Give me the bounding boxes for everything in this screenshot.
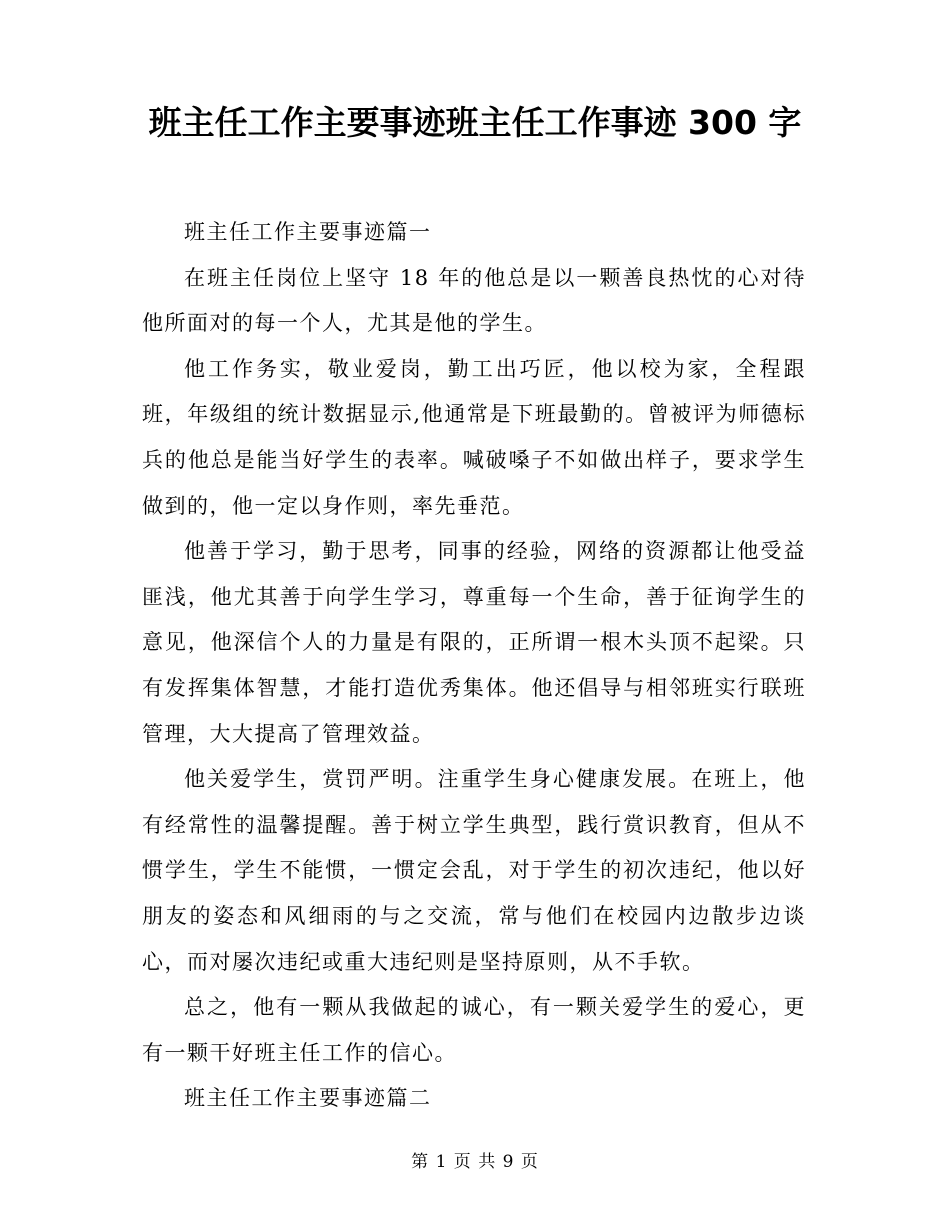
section-heading-1: 班主任工作主要事迹篇一: [184, 220, 432, 244]
paragraph: 他工作务实，敬业爱岗，勤工出巧匠，他以校为家，全程跟班，年级组的统计数据显示,他通常是下班最勤的。曾被评为师德标兵的他总是能当好学生的表率。喊破嗓子不如做出样子，要求学生做到的，他一定以身作则，率先垂范。: [142, 356, 806, 518]
paragraph: 他关爱学生，赏罚严明。注重学生身心健康发展。在班上，他有经常性的温馨提醒。善于树立学生典型，践行赏识教育，但从不惯学生，学生不能惯，一惯定会乱，对于学生的初次违纪，他以好朋友的姿态和风细雨的与之交流，常与他们在校园内边散步边谈心，而对屡次违纪或重大违纪则是坚持原则，从不手软。: [142, 767, 806, 974]
paragraph: 他善于学习，勤于思考，同事的经验，网络的资源都让他受益匪浅，他尤其善于向学生学习，尊重每一个生命，善于征询学生的意见，他深信个人的力量是有限的，正所谓一根木头顶不起梁。只有发挥集体智慧，才能打造优秀集体。他还倡导与相邻班实行联班管理，大大提高了管理效益。: [142, 539, 806, 746]
paragraph: 总之，他有一颗从我做起的诚心，有一颗关爱学生的爱心，更有一颗干好班主任工作的信心。: [142, 995, 806, 1065]
document-title: 班主任工作主要事迹班主任工作事迹 300 字: [148, 103, 802, 142]
section-heading-2: 班主任工作主要事迹篇二: [184, 1086, 432, 1111]
paragraph: 在班主任岗位上坚守 18 年的他总是以一颗善良热忱的心对待他所面对的每一个人，尤其是他的学生。: [142, 265, 806, 336]
document-body: [142, 210, 806, 1122]
page-footer: 第 1 页 共 9 页: [411, 1152, 539, 1172]
